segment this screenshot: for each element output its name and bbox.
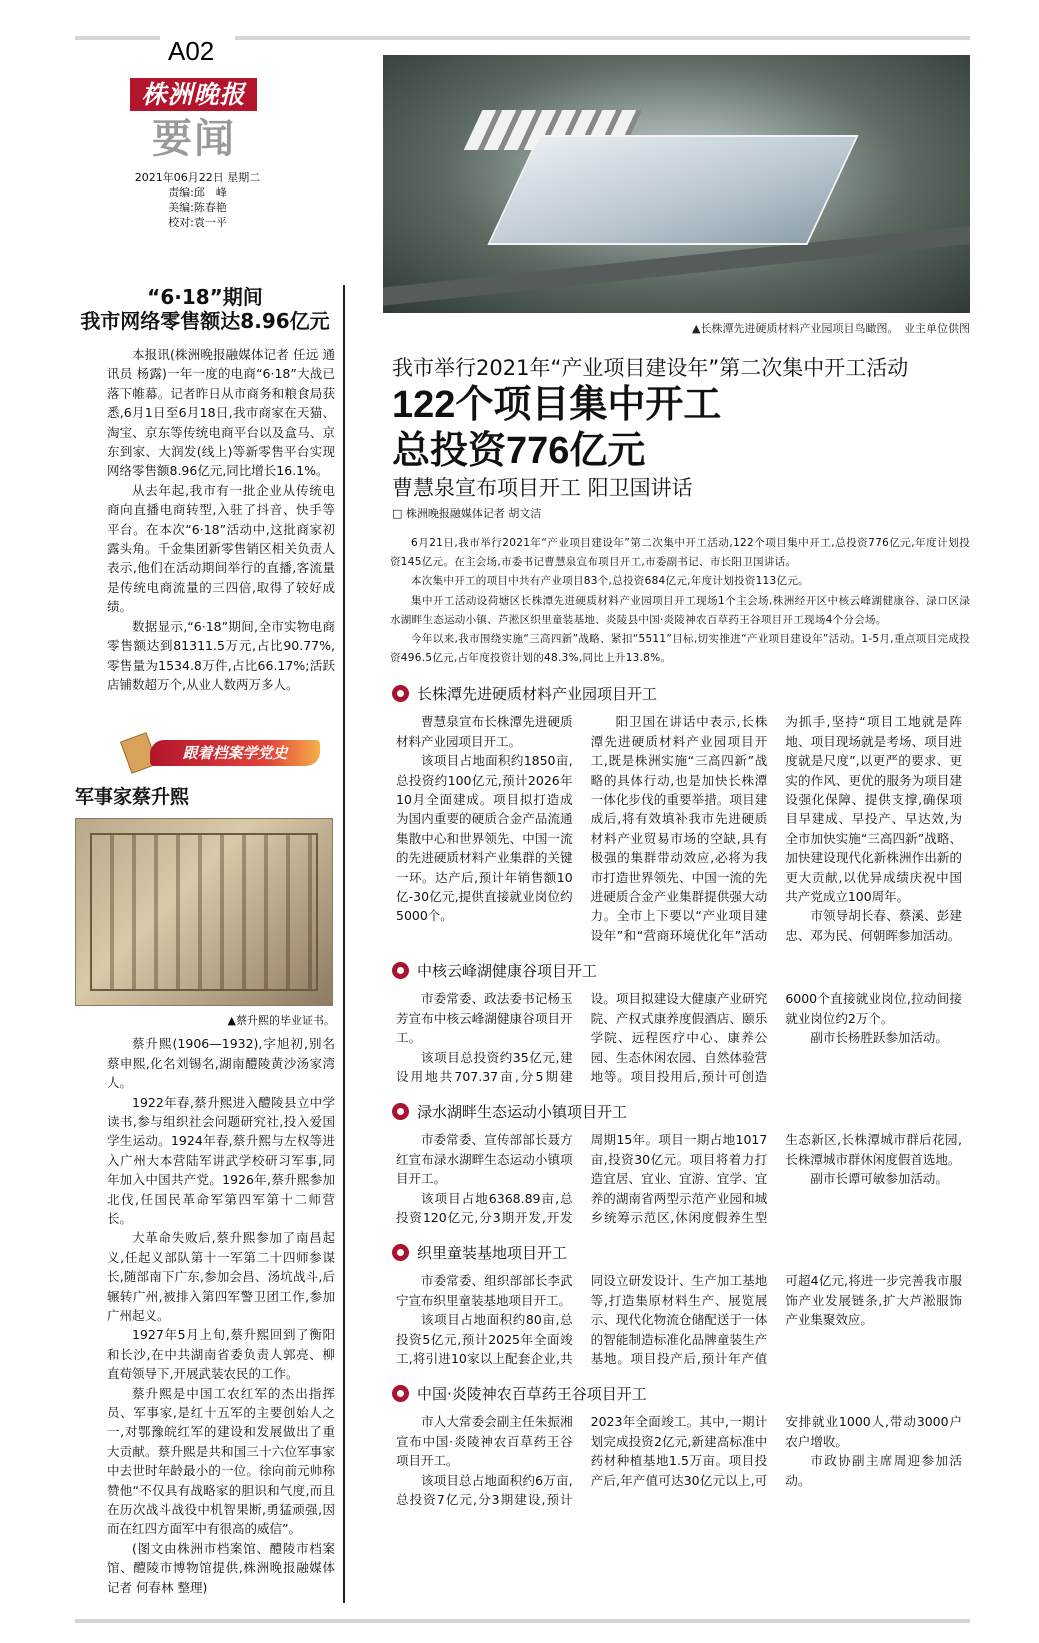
main-headline-1: 122个项目集中开工 — [392, 384, 722, 426]
paragraph: 该项目占地面积约80亩,总投资5亿元,预计2025年全面竣工,将引进10家以上配套企业,共同设立研发设计、生产加工基地等,打造集原材料生产、展览展示、现代化物流仓储配送于一体的智能制造标准化品牌童装生产基地。项目投产后,预计年产值可超4亿元,将进一步完善我市服饰产业发展链条,扩大芦淞服饰产业集聚效应。 — [396, 1273, 962, 1366]
issue-meta — [75, 170, 320, 230]
paragraph: 数据显示,“6·18”期间,全市实物电商零售额达到81311.5万元,占比90.77%,零售量为1534.8万件,占比66.17%;活跃店铺数超万个,从业人数两万多人。 — [107, 618, 335, 692]
headline-line-2: 我市网络零售额达8.96亿元 — [80, 309, 330, 333]
bottom-rule — [75, 1619, 970, 1623]
section-yanling — [383, 1382, 970, 1509]
paragraph: 市委常委、组织部部长李武宁宣布织里童装基地项目开工。 — [396, 1273, 573, 1308]
page-number: A02 — [168, 36, 215, 66]
section-changzhutan — [383, 682, 970, 945]
paragraph: 集中开工活动设荷塘区长株潭先进硬质材料产业园项目开工现场1个主会场,株洲经开区中核云峰湖健康谷、渌口区渌水湖畔生态运动小镇、芦淞区织里童装基地、炎陵县中国·炎陵神农百草药王谷项目开工现场4个分会场。 — [390, 594, 970, 626]
issue-date: 2021年06月22日 星期二 — [134, 171, 261, 184]
section-title: 要闻 — [152, 115, 236, 162]
left-article-column — [75, 285, 345, 1603]
newspaper-logo: 株洲晚报 — [130, 78, 257, 111]
top-rule-right — [235, 36, 970, 40]
kicker: 我市举行2021年“产业项目建设年”第二次集中开工活动 — [392, 356, 909, 380]
paragraph: 大革命失败后,蔡升熙参加了南昌起义,任起义部队第十一军第二十四师参谋长,随部南下广东,参加会昌、汤坑战斗,后辗转广州,被排入第四军警卫团工作,参加广州起义。 — [107, 1230, 335, 1323]
section-yunfenghu — [383, 959, 970, 1086]
paragraph: 6月21日,我市举行2021年“产业项目建设年”第二次集中开工活动,122个项目集中开工,总投资776亿元,年度计划投资145亿元。在主会场,市委书记曹慧泉宣布项目开工,市委副书记、市长阳卫国讲话。 — [390, 537, 970, 569]
section-heading: 长株潭先进硬质材料产业园项目开工 — [417, 684, 658, 703]
section-heading: 中国·炎陵神农百草药王谷项目开工 — [417, 1384, 647, 1403]
main-headline-block — [383, 354, 970, 522]
ring-bullet-icon — [392, 685, 409, 702]
paragraph: 市委常委、政法委书记杨玉芳宣布中核云峰湖健康谷项目开工。 — [396, 991, 573, 1046]
paragraph: 今年以来,我市围绕实施“三高四新”战略、紧扣“5511”目标,切实推进“产业项目建设年”活动。1-5月,重点项目完成投资496.5亿元,占年度投资计划的48.3%,同比上升13.8%。 — [390, 633, 970, 665]
ring-bullet-icon — [392, 1244, 409, 1261]
paragraph: (图文由株洲市档案馆、醴陵市档案馆、醴陵市博物馆提供,株洲晚报融媒体记者 何春林 整理) — [107, 1540, 335, 1595]
history-body — [75, 1034, 335, 1597]
paragraph: 阳卫国在讲话中表示,长株潭先进硬质材料产业园项目开工,既是株洲实施“三高四新”战略的具体行动,也是加快长株潭一体化步伐的重要举措。项目建成后,将有效填补我市先进硬质材料产业贸易市场的空缺,具有极强的集群带动效应,必将为我市打造世界领先、中国一流的先进硬质合金产业集群提供强大动力。全市上下要以“产业项目建设年”和“营商环境优化年”活动为抓手,坚持“项目工地就是阵地、项目现场就是考场、项目进度就是尺度”,以更严的要求、更实的作风、更优的服务为项目建设强化保障、提供支撑,确保项目早建成、早投产、早达效,为全市加快实施“三高四新”战略、加快建设现代化新株洲作出新的更大贡献,以优异成绩庆祝中国共产党成立100周年。 — [590, 714, 962, 943]
designer-credit: 美编:陈春艳 — [168, 201, 227, 214]
section-zhili — [383, 1241, 970, 1368]
paragraph: 市人大常委会副主任朱振湘宣布中国·炎陵神农百草药王谷项目开工。 — [396, 1414, 573, 1469]
paragraph: 该项目总占地面积约6万亩,总投资7亿元,分3期建设,预计2023年全面竣工。其中,一期计划完成投资2亿元,新建高标准中药材种植基地1.5万亩。项目投产后,年产值可达30亿元以上,可安排就业1000人,带动3000户农户增收。 — [396, 1414, 962, 1508]
section-heading: 织里童装基地项目开工 — [417, 1243, 568, 1262]
main-headline-2: 总投资776亿元 — [392, 430, 646, 472]
aerial-photo — [383, 55, 970, 313]
left-article-headline — [75, 285, 335, 333]
paragraph: 蔡升熙是中国工农红军的杰出指挥员、军事家,是红十五军的主要创始人之一,对鄂豫皖红军的建设和发展做出了重大贡献。蔡升熙是共和国三十六位军事家中去世时年龄最小的一位。徐向前元帅称赞他“不仅具有战略家的胆识和气度,而且在历次战斗战役中机智果断,勇猛顽强,因而在红四方面军中有很高的威信”。 — [107, 1385, 335, 1537]
left-column — [75, 36, 345, 1603]
masthead — [75, 36, 345, 285]
paragraph: 副市长杨胜跃参加活动。 — [810, 1030, 948, 1046]
paragraph: 蔡升熙(1906—1932),字旭初,别名蔡申熙,化名刘锡名,湖南醴陵黄沙汤家湾人。 — [107, 1036, 335, 1091]
paragraph: 该项目总投资约35亿元,建设用地共707.37亩,分5期建设。项目拟建设大健康产业研究院、产权式康养度假酒店、颐乐学院、远程医疗中心、康养公园、生态休闲农园、自然体验营地等。项目投用后,预计可创造6000个直接就业岗位,拉动间接就业岗位约2万个。 — [396, 991, 962, 1084]
certificate-photo — [75, 818, 333, 1006]
headline-line-1: “6·18”期间 — [147, 285, 263, 309]
history-headline: 军事家蔡升熙 — [75, 786, 190, 809]
photo-main-building — [487, 135, 858, 245]
section-heading: 中核云峰湖健康谷项目开工 — [417, 961, 598, 980]
section-heading: 渌水湖畔生态运动小镇项目开工 — [417, 1102, 628, 1121]
paragraph: 本报讯(株洲晚报融媒体记者 任远 通讯员 杨露)一年一度的电商“6·18”大战已落下帷幕。记者昨日从市商务和粮食局获悉,6月1日至6月18日,我市商家在天猫、淘宝、京东等传统电商平台以及盒马、京东到家、大润发(线上)等新零售平台实现网络零售额8.96亿元,同比增长16.1%。 — [107, 347, 335, 479]
party-history-badge — [120, 730, 330, 776]
paragraph: 从去年起,我市有一批企业从传统电商向直播电商转型,入驻了抖音、快手等平台。在本次“6·18”活动中,这批商家初露头角。千金集团新零售销区相关负责人表示,他们在活动期间举行的直播,客流量是传统电商流量的三四倍,取得了较好成绩。 — [107, 482, 335, 615]
paragraph: 1927年5月上旬,蔡升熙回到了衡阳和长沙,在中共湖南省委负责人郭亮、柳直荀领导下,开展武装农民的工作。 — [107, 1327, 335, 1382]
certificate-frame — [90, 833, 318, 991]
certificate-caption: ▲蔡升熙的毕业证书。 — [227, 1014, 335, 1028]
byline: □ 株洲晚报融媒体记者 胡文洁 — [392, 507, 542, 520]
right-column — [345, 36, 970, 1509]
left-article-body — [75, 345, 335, 694]
badge-label: 跟着档案学党史 — [150, 740, 320, 766]
paragraph: 该项目占地面积约1850亩,总投资约100亿元,预计2026年10月全面建成。项目拟打造成为国内重要的硬质合金产品流通集散中心和世界领先、中国一流的先进硬质材料产业集群的关键一环。达产后,预计年销售额10亿-30亿元,提供直接就业岗位约5000个。 — [396, 753, 573, 924]
subheadline: 曹慧泉宣布项目开工 阳卫国讲话 — [392, 476, 693, 500]
paragraph: 市政协副主席周迎参加活动。 — [785, 1453, 962, 1488]
ring-bullet-icon — [392, 1103, 409, 1120]
paragraph: 1922年春,蔡升熙进入醴陵县立中学读书,参与组织社会问题研究社,投入爱国学生运动。1924年春,蔡升熙与左权等进入广州大本营陆军讲武学校研习军事,同年加入中国共产党。1926年,蔡升熙参加北伐,任国民革命军第四军第十二师营长。 — [107, 1094, 335, 1226]
main-intro — [383, 534, 970, 668]
paragraph: 市领导胡长春、蔡溪、彭建忠、邓为民、何朝晖参加活动。 — [785, 908, 962, 943]
editor-credit: 责编:邱 峰 — [168, 186, 227, 199]
paragraph: 本次集中开工的项目中共有产业项目83个,总投资684亿元,年度计划投资113亿元。 — [411, 575, 809, 588]
ring-bullet-icon — [392, 1385, 409, 1402]
section-lushui — [383, 1100, 970, 1227]
paragraph: 市委常委、宣传部部长聂方红宣布渌水湖畔生态运动小镇项目开工。 — [396, 1132, 573, 1187]
photo-caption: ▲长株潭先进硬质材料产业园项目鸟瞰图。 业主单位供图 — [692, 322, 970, 335]
paragraph: 该项目占地6368.89亩,总投资120亿元,分3期开发,开发周期15年。项目一期占地1017亩,投资30亿元。项目将着力打造宜居、宜业、宜游、宜学、宜养的湖南省两型示范产业园和城乡统筹示范区,休闲度假养生型生态新区,长株潭城市群后花园,长株潭城市群休闲度假首选地。 — [396, 1132, 962, 1225]
proofreader-credit: 校对:袁一平 — [168, 216, 227, 229]
ring-bullet-icon — [392, 962, 409, 979]
paragraph: 曹慧泉宣布长株潭先进硬质材料产业园项目开工。 — [396, 714, 573, 749]
page-grid — [75, 36, 970, 1603]
paragraph: 副市长谭可敏参加活动。 — [810, 1171, 948, 1187]
